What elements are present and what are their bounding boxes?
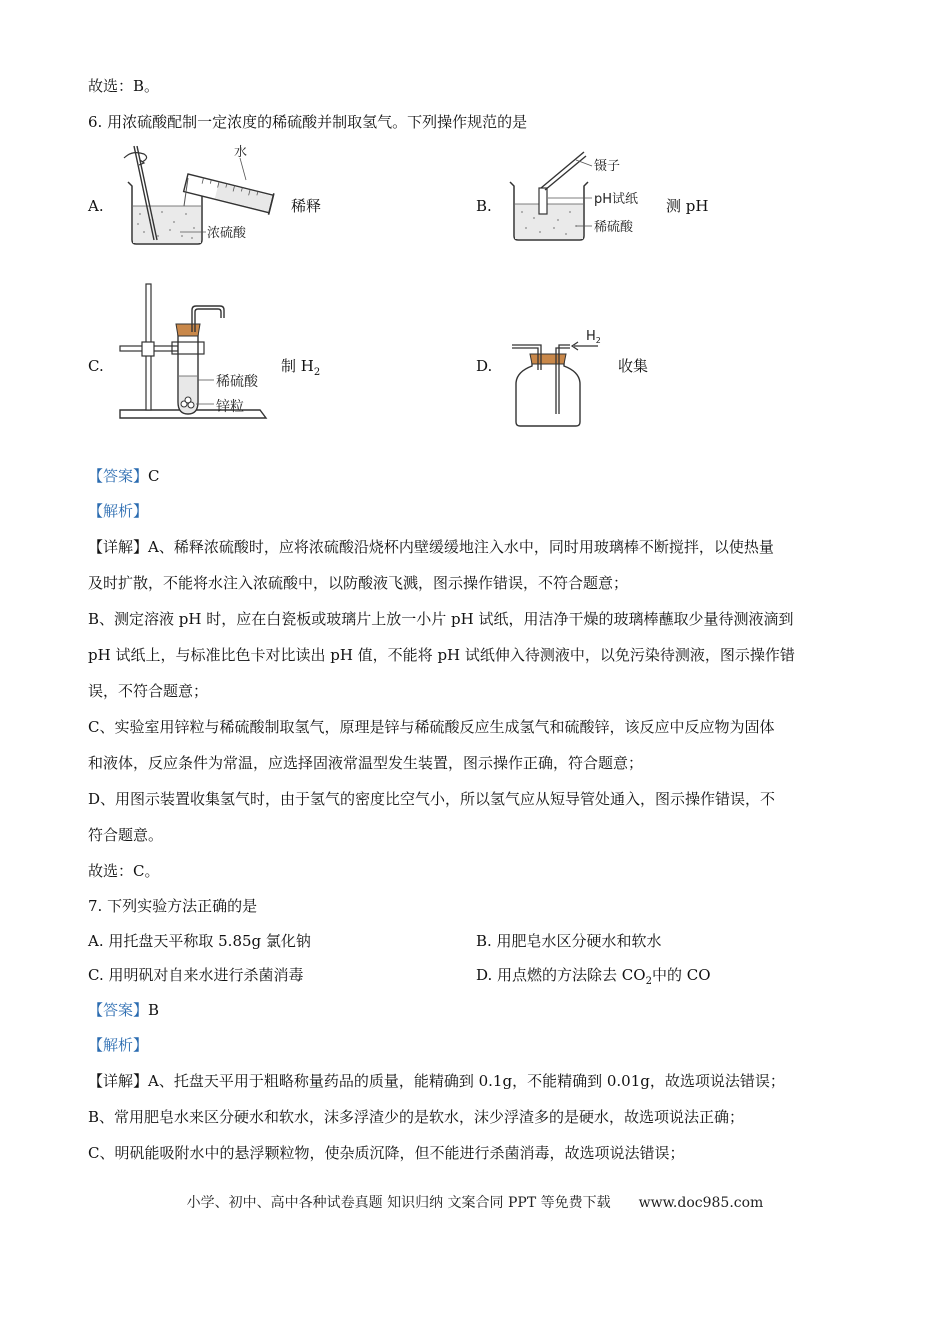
q7-detail-line-3: C、明矾能吸附水中的悬浮颗粒物，使杂质沉降，但不能进行杀菌消毒，故选项说法错误； [88,1144,685,1162]
q6-detail-line-7: 和液体，反应条件为常温，应选择固液常温型发生装置，图示操作正确，符合题意； [88,754,644,772]
fig-a-label-acid: 浓硫酸 [207,226,247,241]
q7-detail-line-2: B、常用肥皂水来区分硬水和软水，沫多浮渣少的是软水，沫少浮渣多的是硬水，故选项说法正确； [88,1108,745,1126]
q6-option-b-caption: 测 pH [666,197,709,215]
q7-option-b: B. 用肥皂水区分硬水和软水 [476,932,662,950]
q6-detail-line-6: C、实验室用锌粒与稀硫酸制取氢气，原理是锌与稀硫酸反应生成氢气和硫酸锌，该反应中反应物为固体 [88,718,775,736]
fig-b-label-paper: pH试纸 [594,192,639,207]
q6-detail-line-1: 【详解】A、稀释浓硫酸时，应将浓硫酸沿烧杯内壁缓缓地注入水中，同时用玻璃棒不断搅拌，以使热量 [88,538,774,556]
q6-detail-line-4: pH 试纸上，与标准比色卡对比读出 pH 值，不能将 pH 试纸伸入待测液中，以免污染待测液，图示操作错 [88,646,795,664]
q6-detail-line-8: D、用图示装置收集氢气时，由于氢气的密度比空气小，所以氢气应从短导管处通入，图示操作错误，不 [88,790,776,808]
q6-option-b-label: B. [476,197,492,215]
q7-stem: 7. 下列实验方法正确的是 [88,897,258,915]
q7-analysis-tag: 【解析】 [88,1036,149,1054]
q6-detail-line-5: 误，不符合题意； [88,682,209,700]
fig-b-label-tweezers: 镊子 [594,159,621,174]
fig-a-label-water: 水 [234,145,248,160]
footer-site-link[interactable]: www.doc985.com [638,1195,764,1211]
q6-option-d-label: D. [476,357,493,375]
q6-detail-line-3: B、测定溶液 pH 时，应在白瓷板或玻璃片上放一小片 pH 试纸，用洁净干燥的玻璃棒蘸取少量待测液滴到 [88,610,794,628]
q6-analysis-tag: 【解析】 [88,502,149,520]
q6-option-d-caption: 收集 [618,357,649,375]
q7-option-c: C. 用明矾对自来水进行杀菌消毒 [88,966,304,984]
q6-answer: 【答案】C [88,467,160,485]
prev-conclusion: 故选：B。 [88,77,160,95]
q6-conclusion: 故选：C。 [88,862,160,880]
fig-c-label-zinc: 锌粒 [216,399,244,415]
q6-stem: 6. 用浓硫酸配制一定浓度的稀硫酸并制取氢气。下列操作规范的是 [88,113,528,131]
fig-d-label-h2: $H_2$ [586,329,601,345]
q6-detail-line-9: 符合题意。 [88,826,164,844]
fig-c-label-acid: 稀硫酸 [216,374,258,390]
fig-b-label-acid: 稀硫酸 [594,220,634,235]
footer-text: 小学、初中、高中各种试卷真题 知识归纳 文案合同 PPT 等免费下载 [186,1195,611,1211]
q7-option-d: D. 用点燃的方法除去 $CO_2$中的 CO [476,966,711,987]
q6-detail-line-2: 及时扩散，不能将水注入浓硫酸中，以防酸液飞溅，图示操作错误，不符合题意； [88,574,629,592]
hydrogen-generator-figure [116,276,286,428]
gas-collection-figure [506,326,616,430]
q7-answer: 【答案】B [88,1001,160,1019]
q7-detail-line-1: 【详解】A、托盘天平用于粗略称量药品的质量，能精确到 0.1g，不能精确到 0.01g，故选项说法错误； [88,1072,785,1090]
q6-option-a-label: A. [88,197,104,215]
q7-option-a: A. 用托盘天平称取 5.85g 氯化钠 [88,932,311,950]
dilution-figure [118,140,288,252]
q6-option-c-caption: 制 $H_2$ [281,357,321,378]
ph-test-figure [506,148,666,248]
page-footer [0,1192,950,1212]
q6-option-c-label: C. [88,357,104,375]
q6-option-a-caption: 稀释 [291,197,322,215]
